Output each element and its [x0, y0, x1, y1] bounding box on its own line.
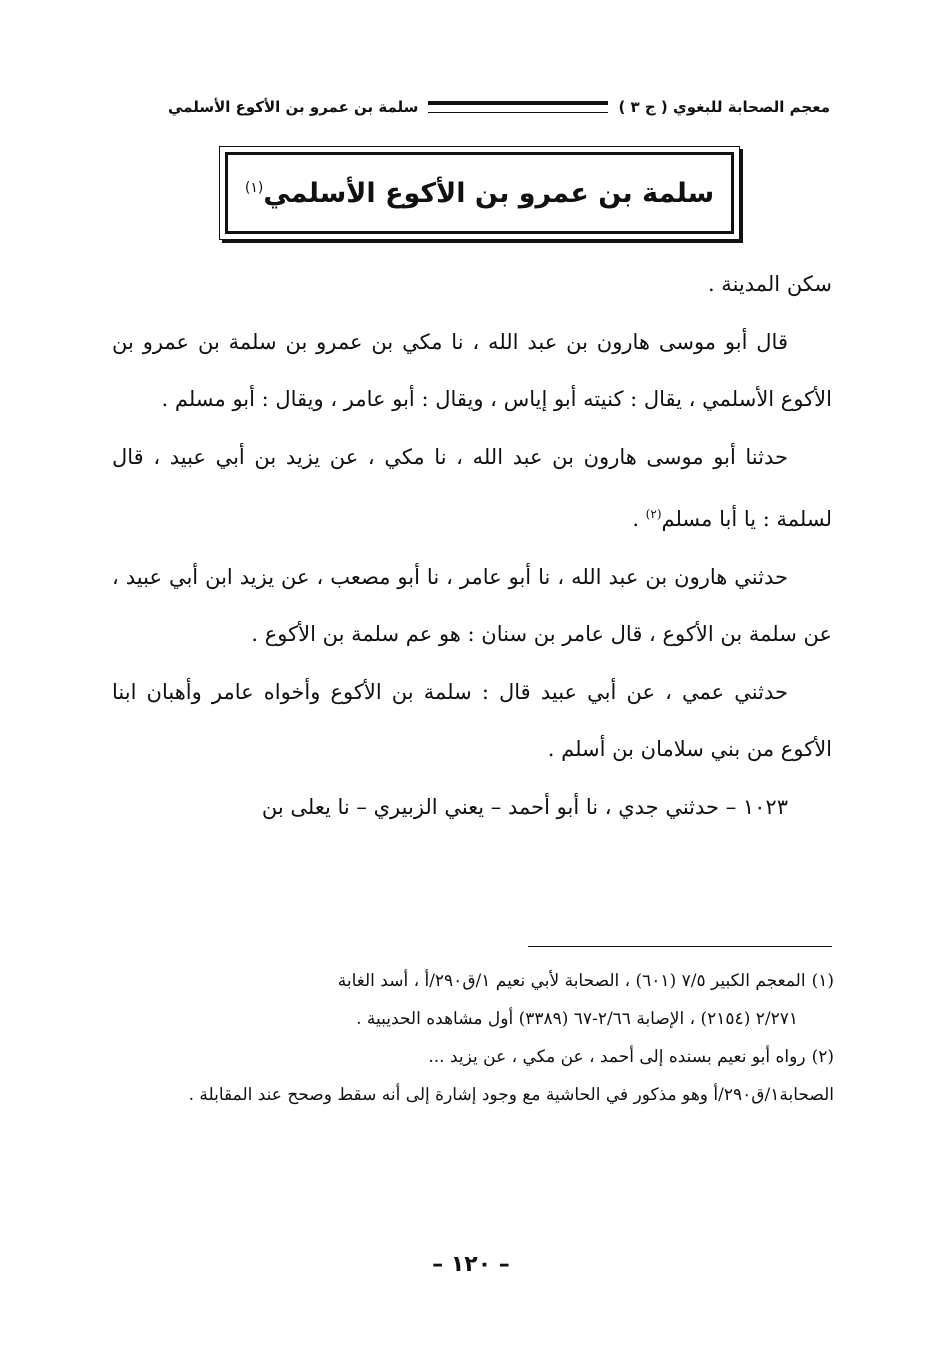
paragraph-text: حدثنا أبو موسى هارون بن عبد الله ، نا مكي ، عن يزيد بن أبي عبيد ، قال لسلمة : يا أبا مسلم	[112, 444, 832, 531]
footnote-continuation: الصحابة١/ق٢٩٠/أ وهو مذكور في الحاشية مع وجود إشارة إلى أنه سقط وصحح عند المقابلة .	[188, 1085, 834, 1105]
paragraph-tail: .	[632, 507, 646, 531]
paragraph: حدثني هارون بن عبد الله ، نا أبو عامر ، نا أبو مصعب ، عن يزيد ابن أبي عبيد ، عن سلمة بن الأكوع ، قال عامر بن سنان : هو عم سلمة بن الأكوع .	[112, 564, 832, 646]
body-text	[112, 256, 832, 836]
footnotes	[112, 962, 834, 1114]
paragraph: حدثني عمي ، عن أبي عبيد قال : سلمة بن الأكوع وأخواه عامر وأهبان ابنا الأكوع من بني سلامان بن أسلم .	[112, 679, 832, 761]
paragraph	[112, 429, 832, 549]
paragraph: ١٠٢٣ – حدثني جدي ، نا أبو أحمد – يعني الزبيري – نا يعلى بن	[261, 794, 788, 819]
title-box-inner-frame	[225, 152, 734, 234]
paragraph-footnote-ref: (٢)	[645, 507, 662, 521]
header-section-title: سلمة بن عمرو بن الأكوع الأسلمي	[167, 98, 419, 116]
footnote-text: المعجم الكبير ٧/٥ (٦٠١) ، الصحابة لأبي نعيم ١/ق٢٩٠/أ ، أسد الغابة	[337, 971, 806, 991]
footnote-mark: (١)	[811, 971, 834, 991]
footnote-continuation: ٢/٢٧١ (٢١٥٤) ، الإصابة ٢/٦٦-٦٧ (٣٣٨٩) أول مشاهده الحديبية .	[356, 1009, 798, 1029]
running-header	[110, 92, 830, 122]
footnote-separator	[528, 946, 832, 947]
footnote	[112, 962, 834, 1000]
footnote-mark: (٢)	[811, 1047, 834, 1067]
page-number: – ١٢٠ –	[432, 1252, 510, 1277]
entry-title	[245, 178, 714, 209]
header-book-title: معجم الصحابة للبغوي ( ج ٣ )	[618, 98, 830, 116]
footnote	[112, 1038, 834, 1076]
title-footnote-ref: (١)	[244, 179, 264, 196]
title-box	[219, 146, 740, 240]
header-rule	[428, 101, 608, 113]
footnote-text: رواه أبو نعيم بسنده إلى أحمد ، عن مكي ، عن يزيد ...	[428, 1047, 806, 1067]
entry-title-text: سلمة بن عمرو بن الأكوع الأسلمي	[263, 177, 715, 209]
paragraph: سكن المدينة .	[707, 272, 832, 296]
paragraph: قال أبو موسى هارون بن عبد الله ، نا مكي بن عمرو بن سلمة بن عمرو بن الأكوع الأسلمي ، يقال : كنيته أبو إياس ، ويقال : أبو عامر ، ويقال : أبو مسلم .	[112, 329, 832, 411]
